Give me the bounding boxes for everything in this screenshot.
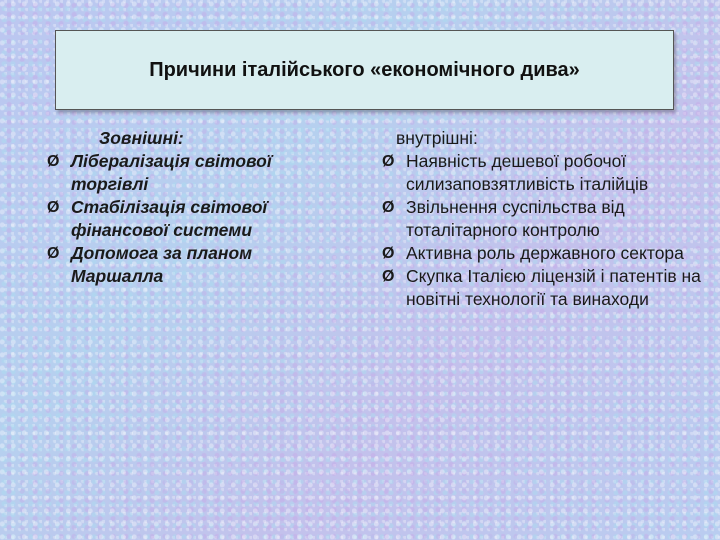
list-item-text: Скупка Італією ліцензій і патентів на новітні технології та винаходи: [406, 266, 701, 309]
external-causes-list: [47, 150, 327, 288]
list-item: [47, 242, 327, 288]
arrow-bullet-icon: Ø: [47, 245, 60, 262]
external-causes-column: [47, 127, 327, 288]
internal-causes-list: [382, 150, 702, 311]
list-item: [382, 150, 702, 196]
external-causes-heading: Зовнішні:: [99, 128, 184, 148]
arrow-bullet-icon: Ø: [47, 153, 60, 170]
internal-causes-heading: внутрішні:: [396, 128, 478, 148]
list-item: [382, 242, 702, 265]
title-box: [55, 30, 674, 110]
slide-title: Причини італійського «економічного дива»: [149, 58, 580, 81]
list-item-text: Стабілізація світової фінансової системи: [71, 197, 268, 240]
list-item-text: Наявність дешевої робочої силизаповзятливість італійців: [406, 151, 649, 194]
arrow-bullet-icon: Ø: [382, 199, 395, 216]
list-item: [47, 196, 327, 242]
list-item: [47, 150, 327, 196]
list-item-text: Активна роль державного сектора: [406, 243, 684, 263]
list-item-text: Звільнення суспільства від тоталітарного контролю: [406, 197, 625, 240]
list-item: [382, 196, 702, 242]
list-item-text: Лібералізація світової торгівлі: [71, 151, 272, 194]
list-item-text: Допомога за планом Маршалла: [71, 243, 253, 286]
arrow-bullet-icon: Ø: [382, 268, 395, 285]
arrow-bullet-icon: Ø: [382, 153, 395, 170]
list-item: [382, 265, 702, 311]
arrow-bullet-icon: Ø: [382, 245, 395, 262]
arrow-bullet-icon: Ø: [47, 199, 60, 216]
internal-causes-column: [382, 127, 702, 311]
